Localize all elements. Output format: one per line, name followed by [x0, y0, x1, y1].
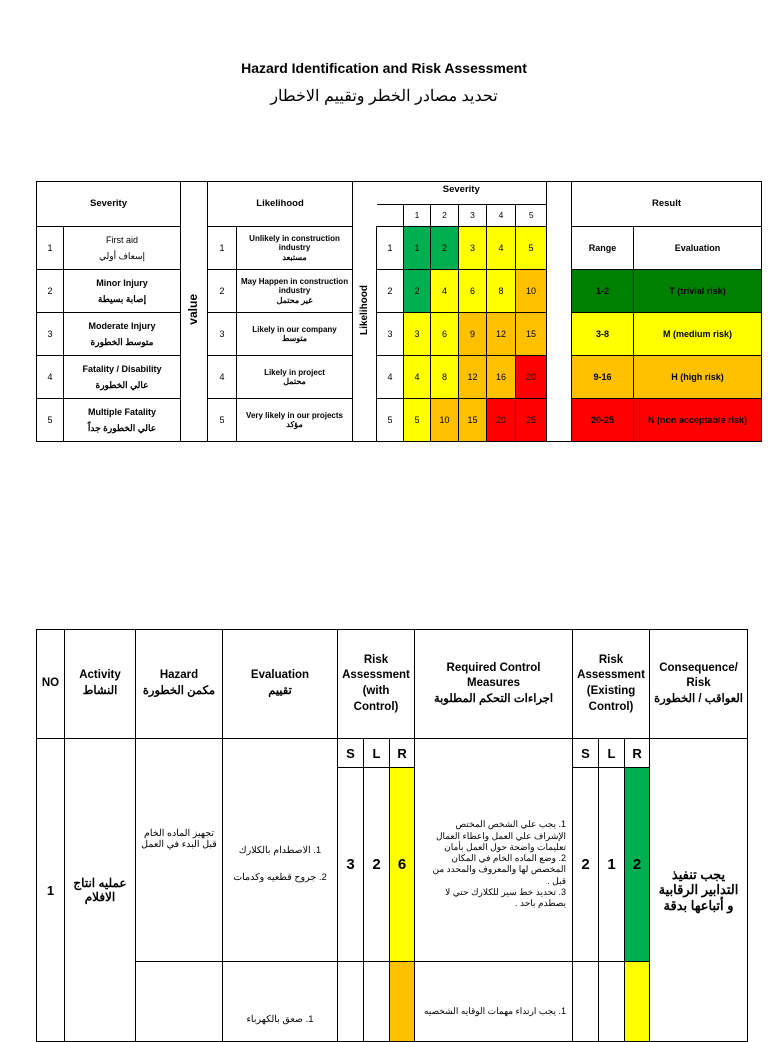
control-1-item-3: 3. تحديد خط سير للكلارك حتي لا يصطدم باحد .	[445, 886, 567, 908]
result-range-1: 1-2	[572, 270, 634, 313]
consequence-header	[650, 630, 748, 739]
severity-item-2	[64, 270, 181, 313]
s-value-1: 3	[338, 768, 364, 962]
likelihood-en-2: May Happen in construction industry	[240, 277, 349, 296]
severity-num-3: 3	[37, 313, 64, 356]
likelihood-ar-1: مستبعد	[282, 252, 307, 262]
row-number: 1	[37, 739, 65, 1042]
severity-item-1	[64, 227, 181, 270]
evaluation-header-ar: تقييم	[268, 685, 292, 697]
matrix-cell-4-1: 4	[404, 356, 431, 399]
severity-num-5: 5	[37, 399, 64, 442]
r-value-1: 6	[390, 768, 415, 962]
required-header-en: Required Control Measures	[446, 661, 541, 690]
result-header: Result	[572, 182, 762, 227]
likelihood-en-1: Unlikely in construction industry	[249, 234, 340, 253]
result-range-4: 20-25	[572, 399, 634, 442]
likelihood-item-2	[237, 270, 353, 313]
control-cell-2: 1. يجب ارتداء مهمات الوقايه الشخصيه	[415, 962, 573, 1042]
matrix-cell-5-4: 20	[487, 399, 516, 442]
severity-en-5: Multiple Fatality	[88, 406, 157, 417]
value-column	[181, 182, 208, 442]
matrix-cell-3-4: 12	[487, 313, 516, 356]
severity-ar-4: عالي الخطورة	[95, 380, 149, 390]
spacer-column	[547, 182, 572, 442]
r-value-4	[625, 962, 650, 1042]
r-header-1: R	[390, 739, 415, 768]
likelihood-side-column	[353, 182, 377, 442]
matrix-cell-5-1: 5	[404, 399, 431, 442]
control-1-item-2: 2. وضع الماده الخام في المكان المخصص لها والمعروف والمحدد من قبل .	[432, 853, 567, 886]
matrix-cell-3-5: 15	[516, 313, 547, 356]
likelihood-side-label: Likelihood	[358, 284, 370, 335]
severity-en-2: Minor Injury	[96, 277, 148, 288]
risk-existing-header: Risk Assessment (Existing Control)	[573, 630, 650, 739]
activity-header-ar: النشاط	[82, 685, 118, 697]
s-header-2: S	[573, 739, 599, 768]
matrix-cell-4-4: 16	[487, 356, 516, 399]
likelihood-num-3: 3	[208, 313, 237, 356]
col-header-2: 2	[431, 205, 459, 227]
matrix-cell-5-3: 15	[459, 399, 487, 442]
likelihood-item-1	[237, 227, 353, 270]
severity-num-1: 1	[37, 227, 64, 270]
document-title-en: Hazard Identification and Risk Assessment	[241, 60, 527, 76]
severity-item-4	[64, 356, 181, 399]
matrix-cell-4-5: 20	[516, 356, 547, 399]
hazard-cell-1: تجهيز الماده الخام قبل البدء في العمل	[136, 768, 223, 962]
activity-cell: عمليه انتاج الافلام	[65, 739, 136, 1042]
result-eval-3: H (high risk)	[634, 356, 762, 399]
l-value-2: 1	[599, 768, 625, 962]
range-header: Range	[572, 227, 634, 270]
matrix-cell-3-1: 3	[404, 313, 431, 356]
likelihood-ar-3: متوسط	[281, 334, 308, 343]
matrix-cell-3-3: 9	[459, 313, 487, 356]
severity-columns-header	[377, 204, 547, 226]
col-header-1: 1	[404, 205, 431, 227]
document-title-ar: تحديد مصادر الخطر وتقييم الاخطار	[270, 88, 498, 105]
matrix-cell-1-3: 3	[459, 227, 487, 270]
matrix-cell-5-2: 10	[431, 399, 459, 442]
severity-header: Severity	[37, 182, 181, 227]
evaluation-header-en: Evaluation	[250, 669, 310, 682]
result-eval-1: T (trivial risk)	[634, 270, 762, 313]
likelihood-num-2: 2	[208, 270, 237, 313]
severity-ar-2: إصابة بسيطة	[97, 294, 147, 304]
r-value-3	[390, 962, 415, 1042]
hazard-header	[136, 630, 223, 739]
matrix-cell-1-4: 4	[487, 227, 516, 270]
likelihood-item-3	[237, 313, 353, 356]
activity-header	[65, 630, 136, 739]
evaluation-1-item-2: 2. جروح قطعيه وكدمات	[233, 872, 327, 884]
evaluation-cell-2: 1. صعق بالكهرباء	[223, 962, 338, 1042]
evaluation-1-item-1: 1. الاصطدام بالكلارك	[238, 844, 322, 856]
result-eval-2: M (medium risk)	[634, 313, 762, 356]
l-header-2: L	[599, 739, 625, 768]
control-cell-1	[415, 768, 573, 962]
evaluation-blank	[223, 739, 338, 768]
matrix-cell-1-2: 2	[431, 227, 459, 270]
row-label-1: 1	[377, 227, 404, 270]
matrix-severity-header: Severity	[442, 184, 480, 195]
matrix-cell-2-3: 6	[459, 270, 487, 313]
l-value-3	[364, 962, 390, 1042]
likelihood-num-4: 4	[208, 356, 237, 399]
l-header-1: L	[364, 739, 390, 768]
severity-en-3: Moderate Injury	[88, 320, 156, 331]
result-eval-4: N (non acceptable risk)	[634, 399, 762, 442]
matrix-cell-1-1: 1	[404, 227, 431, 270]
col-header-4: 4	[487, 205, 516, 227]
likelihood-ar-4: محتمل	[283, 377, 306, 386]
likelihood-num-1: 1	[208, 227, 237, 270]
evaluation-col-header	[223, 630, 338, 739]
s-value-3	[338, 962, 364, 1042]
likelihood-item-5	[237, 399, 353, 442]
severity-item-3	[64, 313, 181, 356]
severity-en-4: Fatality / Disability	[82, 363, 162, 374]
severity-num-2: 2	[37, 270, 64, 313]
blank-corner	[377, 205, 404, 227]
consequence-header-en: Consequence/ Risk	[659, 661, 738, 690]
s-value-4	[573, 962, 599, 1042]
severity-ar-1: إسعاف أولي	[98, 251, 146, 261]
matrix-cell-4-3: 12	[459, 356, 487, 399]
row-label-3: 3	[377, 313, 404, 356]
l-value-1: 2	[364, 768, 390, 962]
risk-with-control-header: Risk Assessment (with Control)	[338, 630, 415, 739]
severity-num-4: 4	[37, 356, 64, 399]
row-label-2: 2	[377, 270, 404, 313]
likelihood-header: Likelihood	[208, 182, 353, 227]
row-label-5: 5	[377, 399, 404, 442]
no-header: NO	[37, 630, 65, 739]
likelihood-en-5: Very likely in our projects	[246, 410, 343, 420]
col-header-5: 5	[516, 205, 547, 227]
hazard-header-en: Hazard	[159, 669, 199, 682]
control-blank	[415, 739, 573, 768]
consequence-header-ar: العواقب / الخطورة	[654, 692, 743, 705]
matrix-cell-2-1: 2	[404, 270, 431, 313]
r-value-2: 2	[625, 768, 650, 962]
consequence-cell: يجب تنفيذ التدابير الرقابية و أتباعها بدقة	[650, 739, 748, 1042]
likelihood-num-5: 5	[208, 399, 237, 442]
severity-item-5	[64, 399, 181, 442]
risk-matrix-table	[36, 181, 762, 442]
evaluation-header: Evaluation	[634, 227, 762, 270]
matrix-cell-2-5: 10	[516, 270, 547, 313]
risk-assessment-table	[36, 629, 748, 1042]
matrix-severity-cell	[377, 182, 547, 227]
row-label-4: 4	[377, 356, 404, 399]
likelihood-en-4: Likely in project	[264, 367, 325, 377]
severity-ar-3: متوسط الخطورة	[90, 337, 154, 347]
control-1-item-1: 1. يجب علي الشخص المختص الإشراف علي العمل واعطاء العمال تعليمات واضحة حول العمل بأمان	[435, 819, 567, 852]
activity-header-en: Activity	[79, 669, 121, 682]
value-label: value	[186, 294, 201, 325]
likelihood-item-4	[237, 356, 353, 399]
matrix-cell-4-2: 8	[431, 356, 459, 399]
hazard-header-ar: مكمن الخطورة	[142, 685, 216, 697]
matrix-cell-2-4: 8	[487, 270, 516, 313]
col-header-3: 3	[459, 205, 487, 227]
severity-ar-5: عالي الخطورة جداً	[87, 423, 157, 433]
likelihood-ar-5: مؤكد	[286, 420, 303, 429]
result-range-3: 9-16	[572, 356, 634, 399]
evaluation-cell-1	[223, 768, 338, 962]
matrix-cell-5-5: 25	[516, 399, 547, 442]
matrix-cell-2-2: 4	[431, 270, 459, 313]
result-range-2: 3-8	[572, 313, 634, 356]
s-header-1: S	[338, 739, 364, 768]
matrix-cell-3-2: 6	[431, 313, 459, 356]
required-control-header	[415, 630, 573, 739]
r-header-2: R	[625, 739, 650, 768]
hazard-blank	[136, 739, 223, 768]
severity-en-1: First aid	[106, 234, 139, 245]
likelihood-ar-2: غير محتمل	[276, 295, 313, 305]
matrix-cell-1-5: 5	[516, 227, 547, 270]
l-value-4	[599, 962, 625, 1042]
hazard-cell-2	[136, 962, 223, 1042]
required-header-ar: اجراءات التحكم المطلوبة	[433, 692, 554, 705]
likelihood-en-3: Likely in our company	[252, 324, 337, 334]
s-value-2: 2	[573, 768, 599, 962]
